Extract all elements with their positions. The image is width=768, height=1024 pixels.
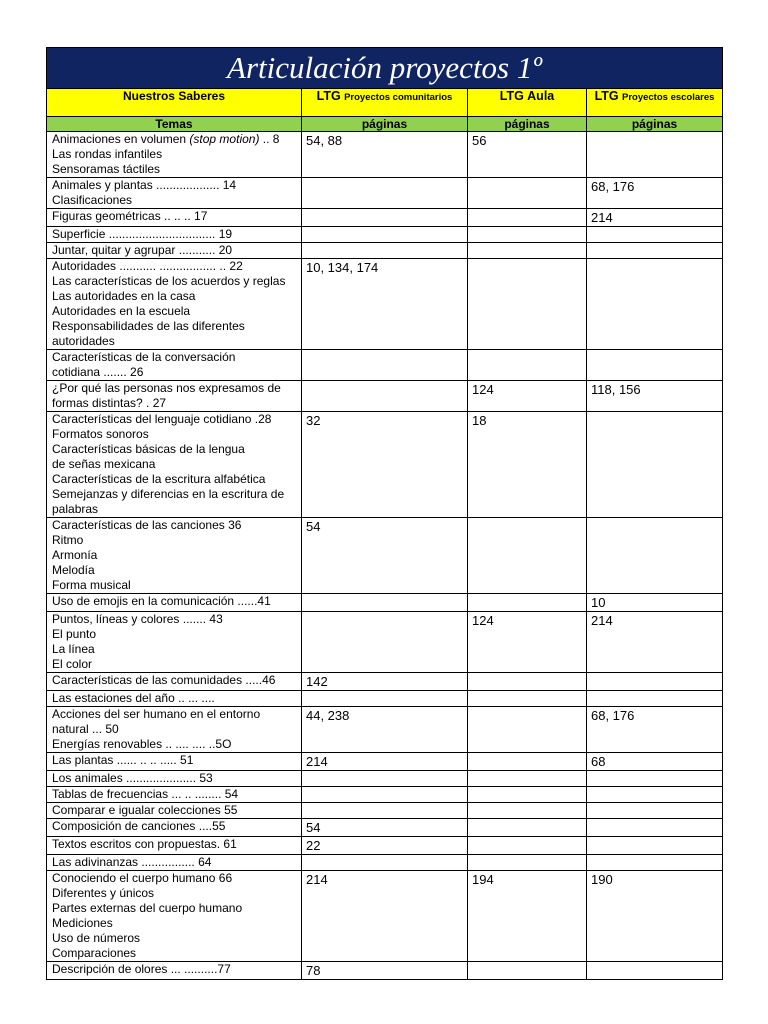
theme-line: Figuras geométricas .. .. .. 17 — [52, 209, 208, 223]
theme-line: Animales y plantas ................... 14 — [52, 178, 237, 192]
pages-aula-cell — [468, 178, 587, 209]
pages-aula-cell — [468, 819, 587, 837]
header-row — [47, 89, 723, 117]
header-proyectos-escolares — [587, 89, 723, 117]
theme-line: Las rondas infantiles — [52, 147, 163, 161]
theme-line: Características básicas de la lengua — [52, 442, 245, 456]
pages-comunitarios-cell: 54, 88 — [302, 132, 468, 178]
theme-cell — [47, 962, 302, 980]
pages-escolares-cell: 68, 176 — [587, 178, 723, 209]
pages-escolares-cell — [587, 819, 723, 837]
theme-line: Puntos, líneas y colores ....... 43 — [52, 612, 223, 626]
header-comunitarios-label: Proyectos comunitarios — [344, 92, 453, 103]
pages-escolares-cell — [587, 691, 723, 707]
pages-aula-cell — [468, 787, 587, 803]
theme-line-part: Animaciones en volumen — [52, 132, 190, 146]
theme-cell — [47, 803, 302, 819]
pages-comunitarios-cell — [302, 227, 468, 243]
pages-escolares-cell — [587, 132, 723, 178]
header-aula-label: Aula — [527, 89, 555, 103]
table-row — [47, 612, 723, 673]
pages-escolares-cell — [587, 259, 723, 350]
theme-line: ¿Por qué las personas nos expresamos de — [52, 381, 281, 395]
pages-escolares-cell — [587, 518, 723, 594]
theme-line — [52, 132, 301, 147]
articulation-table — [46, 47, 723, 980]
pages-aula-cell — [468, 691, 587, 707]
theme-cell — [47, 412, 302, 518]
theme-line: de señas mexicana — [52, 457, 156, 471]
table-row — [47, 707, 723, 753]
theme-cell — [47, 612, 302, 673]
table-row — [47, 518, 723, 594]
pages-comunitarios-cell — [302, 803, 468, 819]
theme-line: Energías renovables .. .... .... ..5O — [52, 737, 232, 751]
theme-line: Características de la escritura alfabética — [52, 472, 266, 486]
pages-escolares-cell — [587, 350, 723, 381]
pages-comunitarios-cell — [302, 243, 468, 259]
subheader-temas: Temas — [47, 117, 302, 132]
pages-aula-cell: 124 — [468, 381, 587, 412]
theme-line: Autoridades en la escuela — [52, 304, 191, 318]
table-row — [47, 209, 723, 227]
pages-escolares-cell: 214 — [587, 209, 723, 227]
subheader-paginas-escolares: páginas — [587, 117, 723, 132]
theme-line: Conociendo el cuerpo humano 66 — [52, 871, 233, 885]
pages-comunitarios-cell — [302, 178, 468, 209]
theme-line: Características de la conversación — [52, 350, 236, 364]
theme-cell — [47, 132, 302, 178]
pages-comunitarios-cell: 214 — [302, 871, 468, 962]
theme-line: Las características de los acuerdos y reglas — [52, 274, 286, 288]
pages-escolares-cell — [587, 962, 723, 980]
header-ltg-label: LTG — [499, 89, 524, 103]
pages-escolares-cell — [587, 243, 723, 259]
pages-aula-cell — [468, 855, 587, 871]
table-row — [47, 673, 723, 691]
pages-comunitarios-cell — [302, 855, 468, 871]
pages-aula-cell — [468, 518, 587, 594]
theme-line-part: (stop motion) — [189, 132, 260, 146]
theme-line: Superficie ................................ 19 — [52, 227, 233, 241]
table-row — [47, 855, 723, 871]
pages-aula-cell — [468, 771, 587, 787]
header-proyectos-comunitarios — [302, 89, 468, 117]
pages-comunitarios-cell: 142 — [302, 673, 468, 691]
table-row — [47, 350, 723, 381]
pages-comunitarios-cell — [302, 209, 468, 227]
pages-aula-cell: 18 — [468, 412, 587, 518]
theme-cell — [47, 707, 302, 753]
table-row — [47, 871, 723, 962]
theme-line: formas distintas? . 27 — [52, 396, 167, 410]
pages-aula-cell — [468, 227, 587, 243]
theme-line: Textos escritos con propuestas. 61 — [52, 837, 237, 851]
pages-escolares-cell — [587, 771, 723, 787]
pages-aula-cell — [468, 837, 587, 855]
theme-line: El punto — [52, 627, 97, 641]
theme-line: Comparaciones — [52, 946, 137, 960]
theme-line: Ritmo — [52, 533, 84, 547]
header-ltg-label: LTG — [316, 89, 341, 103]
pages-escolares-cell — [587, 837, 723, 855]
table-row — [47, 259, 723, 350]
pages-comunitarios-cell — [302, 691, 468, 707]
subheader-paginas-comunitarios: páginas — [302, 117, 468, 132]
subheader-paginas-aula: páginas — [468, 117, 587, 132]
pages-aula-cell — [468, 803, 587, 819]
theme-line: Clasificaciones — [52, 193, 133, 207]
theme-line: Descripción de olores ... ..........77 — [52, 962, 231, 976]
pages-aula-cell: 194 — [468, 871, 587, 962]
pages-escolares-cell: 10 — [587, 594, 723, 612]
pages-comunitarios-cell: 44, 238 — [302, 707, 468, 753]
table-row — [47, 962, 723, 980]
theme-line: Uso de números — [52, 931, 141, 945]
theme-cell — [47, 837, 302, 855]
theme-line: Acciones del ser humano en el entorno — [52, 707, 261, 721]
table-row — [47, 837, 723, 855]
table-row — [47, 753, 723, 771]
pages-escolares-cell — [587, 803, 723, 819]
table-row — [47, 803, 723, 819]
header-escolares-label: Proyectos escolares — [622, 92, 715, 103]
header-ltg-label: LTG — [594, 89, 619, 103]
table-row — [47, 412, 723, 518]
theme-line: Semejanzas y diferencias en la escritura de — [52, 487, 285, 501]
table-row — [47, 381, 723, 412]
table-row — [47, 819, 723, 837]
pages-aula-cell — [468, 594, 587, 612]
theme-cell — [47, 787, 302, 803]
pages-comunitarios-cell: 10, 134, 174 — [302, 259, 468, 350]
pages-aula-cell — [468, 350, 587, 381]
pages-escolares-cell — [587, 673, 723, 691]
theme-line: Armonía — [52, 548, 98, 562]
table-body — [47, 132, 723, 980]
subheader-row — [47, 117, 723, 132]
table-row — [47, 243, 723, 259]
theme-line: Las adivinanzas ................ 64 — [52, 855, 212, 869]
pages-comunitarios-cell — [302, 612, 468, 673]
header-nuestros-saberes: Nuestros Saberes — [47, 89, 302, 117]
theme-cell — [47, 518, 302, 594]
pages-comunitarios-cell: 214 — [302, 753, 468, 771]
theme-cell — [47, 243, 302, 259]
theme-line: natural ... 50 — [52, 722, 119, 736]
pages-aula-cell — [468, 243, 587, 259]
pages-comunitarios-cell: 78 — [302, 962, 468, 980]
theme-cell — [47, 691, 302, 707]
theme-line: Las plantas ...... .. .. ..... 51 — [52, 753, 194, 767]
theme-line: Formatos sonoros — [52, 427, 149, 441]
pages-escolares-cell: 214 — [587, 612, 723, 673]
header-aula — [468, 89, 587, 117]
theme-cell — [47, 855, 302, 871]
theme-line: Autoridades ........... ................. .. 22 — [52, 259, 243, 273]
table-title: Articulación proyectos 1º — [47, 48, 723, 89]
theme-line: Diferentes y únicos — [52, 886, 155, 900]
theme-cell — [47, 178, 302, 209]
theme-line: Juntar, quitar y agrupar ........... 20 — [52, 243, 233, 257]
theme-cell — [47, 350, 302, 381]
theme-cell — [47, 594, 302, 612]
theme-line: Comparar e igualar colecciones 55 — [52, 803, 238, 817]
pages-aula-cell — [468, 209, 587, 227]
theme-line: El color — [52, 657, 93, 671]
theme-line: Uso de emojis en la comunicación ......41 — [52, 594, 271, 608]
pages-aula-cell — [468, 962, 587, 980]
table-row — [47, 227, 723, 243]
pages-aula-cell — [468, 673, 587, 691]
pages-escolares-cell: 68, 176 — [587, 707, 723, 753]
pages-comunitarios-cell — [302, 594, 468, 612]
theme-cell — [47, 259, 302, 350]
theme-line: Características de las comunidades .....46 — [52, 673, 276, 687]
pages-comunitarios-cell: 32 — [302, 412, 468, 518]
theme-cell — [47, 819, 302, 837]
theme-line: La línea — [52, 642, 95, 656]
pages-comunitarios-cell: 54 — [302, 819, 468, 837]
document-page — [46, 47, 722, 980]
theme-line: Partes externas del cuerpo humano — [52, 901, 243, 915]
theme-line: Melodía — [52, 563, 95, 577]
theme-cell — [47, 381, 302, 412]
theme-cell — [47, 209, 302, 227]
pages-escolares-cell — [587, 227, 723, 243]
pages-escolares-cell — [587, 412, 723, 518]
table-row — [47, 594, 723, 612]
pages-comunitarios-cell: 54 — [302, 518, 468, 594]
pages-aula-cell — [468, 753, 587, 771]
table-row — [47, 132, 723, 178]
pages-comunitarios-cell — [302, 350, 468, 381]
theme-line: Las estaciones del año .. ... .... — [52, 691, 215, 705]
table-row — [47, 787, 723, 803]
title-row — [47, 48, 723, 89]
pages-aula-cell — [468, 259, 587, 350]
theme-cell — [47, 673, 302, 691]
table-row — [47, 691, 723, 707]
theme-cell — [47, 871, 302, 962]
table-row — [47, 178, 723, 209]
pages-escolares-cell: 68 — [587, 753, 723, 771]
theme-cell — [47, 227, 302, 243]
pages-escolares-cell — [587, 855, 723, 871]
pages-comunitarios-cell — [302, 381, 468, 412]
theme-line: Las autoridades en la casa — [52, 289, 196, 303]
theme-line: autoridades — [52, 334, 115, 348]
theme-line: Tablas de frecuencias ... .. ........ 54 — [52, 787, 239, 801]
theme-cell — [47, 753, 302, 771]
theme-line: Responsabilidades de las diferentes — [52, 319, 245, 333]
theme-line: Características de las canciones 36 — [52, 518, 242, 532]
pages-aula-cell — [468, 707, 587, 753]
theme-line: Sensoramas táctiles — [52, 162, 161, 176]
pages-aula-cell: 124 — [468, 612, 587, 673]
pages-escolares-cell: 118, 156 — [587, 381, 723, 412]
theme-cell — [47, 771, 302, 787]
theme-line: Composición de canciones ....55 — [52, 819, 226, 833]
theme-line: palabras — [52, 502, 99, 516]
theme-line: cotidiana ....... 26 — [52, 365, 144, 379]
pages-comunitarios-cell: 22 — [302, 837, 468, 855]
pages-escolares-cell — [587, 787, 723, 803]
pages-escolares-cell: 190 — [587, 871, 723, 962]
theme-line: Características del lenguaje cotidiano .28 — [52, 412, 272, 426]
theme-line: Forma musical — [52, 578, 131, 592]
theme-line: Mediciones — [52, 916, 113, 930]
theme-line: Los animales ..................... 53 — [52, 771, 213, 785]
pages-comunitarios-cell — [302, 771, 468, 787]
theme-line-part: .. 8 — [259, 132, 280, 146]
pages-aula-cell: 56 — [468, 132, 587, 178]
pages-comunitarios-cell — [302, 787, 468, 803]
table-row — [47, 771, 723, 787]
